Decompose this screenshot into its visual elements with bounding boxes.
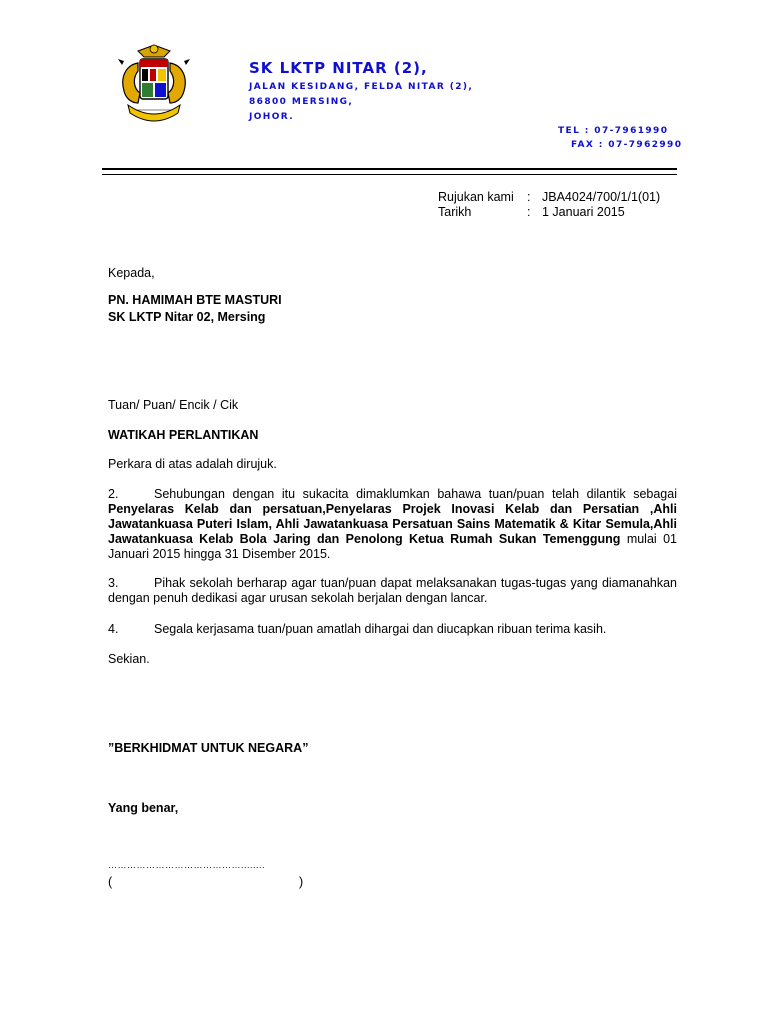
school-name: SK LKTP NITAR (2),	[249, 59, 428, 77]
salutation: Tuan/ Puan/ Encik / Cik	[108, 398, 239, 412]
paragraph-3-text: Pihak sekolah berharap agar tuan/puan dapat melaksanakan tugas-tugas yang diamanahkan dengan penuh dedikasi agar urusan sekolah berjalan dengan lancar.	[108, 576, 677, 605]
address-line-1: JALAN KESIDANG, FELDA NITAR (2),	[249, 82, 474, 92]
opening-line: Perkara di atas adalah dirujuk.	[108, 457, 277, 471]
header-divider-thick	[102, 168, 677, 170]
paragraph-number: 3.	[108, 576, 119, 590]
telephone-number: TEL : 07-7961990	[558, 126, 669, 136]
recipient-greeting: Kepada,	[108, 266, 155, 280]
paragraph-2	[108, 487, 677, 562]
paragraph-2-intro: Sehubungan dengan itu sukacita dimaklumkan bahawa tuan/puan telah dilantik sebagai	[154, 487, 677, 501]
address-line-2: 86800 MERSING,	[249, 97, 354, 107]
letter-date: 1 Januari 2015	[542, 205, 625, 219]
header-divider-thin	[102, 174, 677, 175]
reference-number: JBA4024/700/1/1(01)	[542, 190, 661, 204]
paragraph-4-text: Segala kerjasama tuan/puan amatlah dihargai dan diucapkan ribuan terima kasih.	[154, 622, 607, 636]
date-label: Tarikh	[438, 205, 472, 219]
recipient-school: SK LKTP Nitar 02, Mersing	[108, 310, 266, 324]
fax-number: FAX : 07-7962990	[571, 140, 683, 150]
appointment-roles: Penyelaras Kelab dan persatuan,Penyelaras Projek Inovasi Kelab dan Persatian ,Ahli Jawatankuasa Puteri Islam, Ahli Jawatankuasa Persatuan Sains Matematik & Kitar Semula,Ahli Jawatankuasa Kelab Bola Jaring dan Penolong Ketua Rumah Sukan Temenggung	[108, 502, 677, 546]
reference-label: Rujukan kami	[438, 190, 514, 204]
paragraph-2-outro: mulai 01 Januari 2015 hingga 31 Disember 2015.	[108, 532, 677, 561]
paragraph-number: 4.	[108, 622, 119, 636]
motto: ”BERKHIDMAT UNTUK NEGARA”	[108, 741, 309, 755]
letter-subject: WATIKAH PERLANTIKAN	[108, 428, 259, 442]
recipient-name: PN. HAMIMAH BTE MASTURI	[108, 293, 282, 307]
paragraph-number: 2.	[108, 487, 119, 501]
paragraph-4	[108, 622, 677, 637]
closing-line: Sekian.	[108, 652, 150, 666]
reference-separator: :	[527, 190, 531, 204]
date-separator: :	[527, 205, 531, 219]
coat-of-arms-icon	[108, 43, 200, 128]
address-line-3: JOHOR.	[249, 112, 295, 122]
sign-off: Yang benar,	[108, 801, 179, 815]
signature-line: ……………………………………........	[108, 860, 266, 870]
signature-paren-close: )	[299, 875, 304, 889]
signature-paren-open: (	[108, 875, 113, 889]
paragraph-3	[108, 576, 677, 606]
